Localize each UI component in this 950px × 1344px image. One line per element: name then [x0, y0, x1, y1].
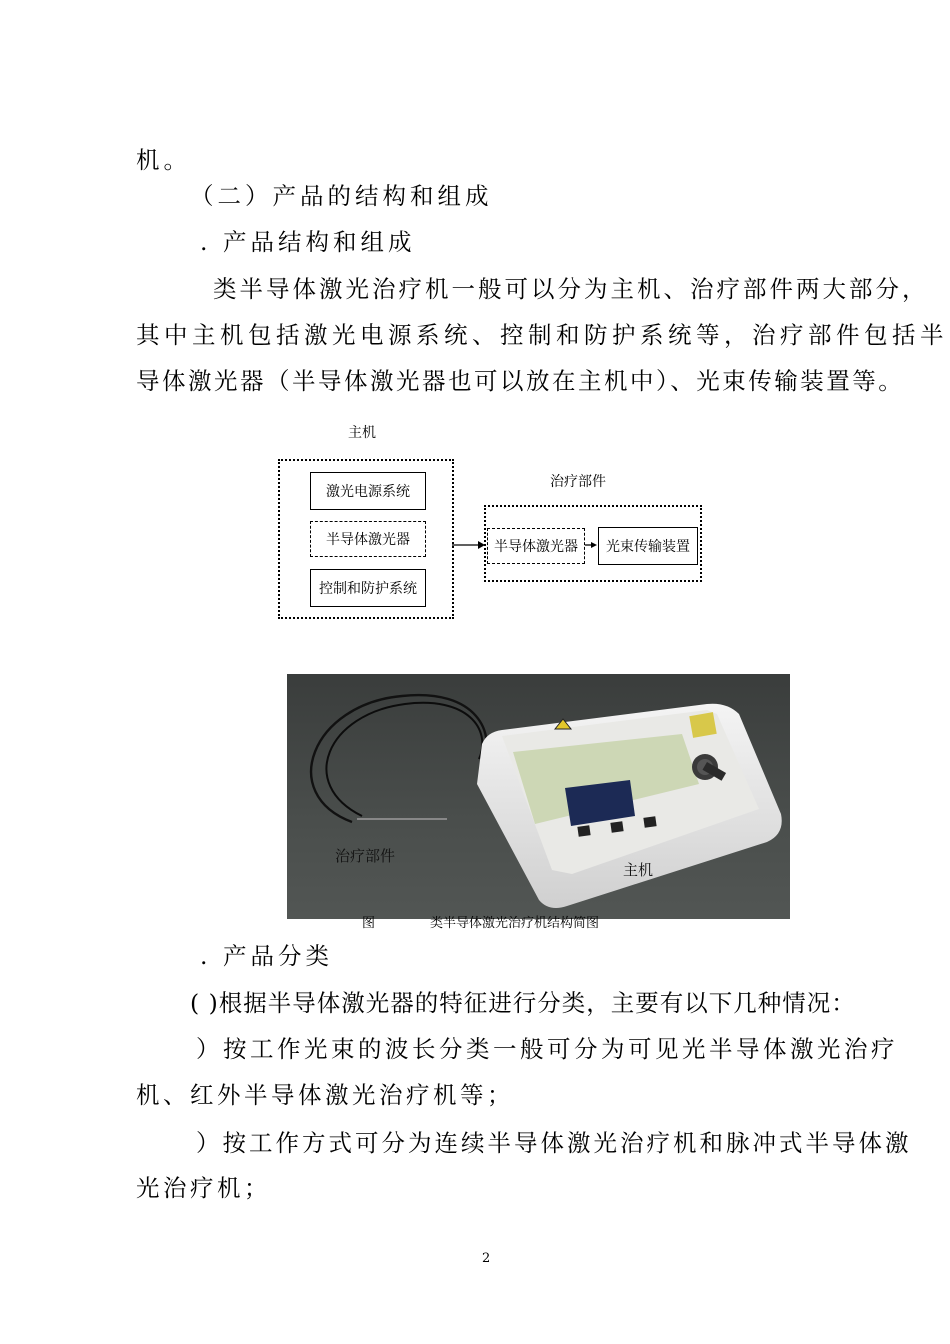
subsection-heading: . 产品结构和组成 — [200, 228, 416, 256]
treatment-label: 治疗部件 — [550, 474, 606, 490]
section-heading: （二）产品的结构和组成 — [190, 182, 493, 210]
paragraph-line: 光治疗机； — [136, 1174, 271, 1202]
figure-caption-prefix: 图 — [362, 916, 376, 931]
paragraph-line: ( )根据半导体激光器的特征进行分类，主要有以下几种情况： — [190, 989, 856, 1017]
paragraph-line: ）按工作光束的波长分类一般可分为可见光半导体激光治疗 — [196, 1035, 898, 1063]
beam-delivery-box: 光束传输装置 — [598, 527, 698, 565]
photo-label-treatment: 治疗部件 — [335, 847, 396, 865]
paragraph-line: 导体激光器（半导体激光器也可以放在主机中）、光束传输装置等。 — [136, 367, 905, 395]
figure-caption: 类半导体激光治疗机结构简图 — [430, 916, 600, 931]
paragraph-line: ）按工作方式可分为连续半导体激光治疗机和脉冲式半导体激 — [196, 1129, 912, 1157]
device-photo — [287, 674, 790, 919]
paragraph-line: 其中主机包括激光电源系统、控制和防护系统等，治疗部件包括半 — [136, 321, 948, 349]
laser-box: 半导体激光器 — [487, 528, 585, 564]
photo-label-host: 主机 — [623, 861, 654, 879]
device-illustration — [287, 674, 790, 919]
subsection-heading: . 产品分类 — [200, 942, 333, 970]
laser-in-host-box: 半导体激光器 — [310, 521, 426, 557]
paragraph-line: 类半导体激光治疗机一般可以分为主机、治疗部件两大部分， — [213, 275, 929, 303]
control-protection-box: 控制和防护系统 — [310, 569, 426, 607]
power-system-box: 激光电源系统 — [310, 472, 426, 510]
page-number: 2 — [482, 1251, 491, 1266]
paragraph-line: 机、红外半导体激光治疗机等； — [136, 1081, 514, 1109]
host-label: 主机 — [348, 425, 376, 441]
paragraph-line: 机。 — [136, 146, 191, 174]
